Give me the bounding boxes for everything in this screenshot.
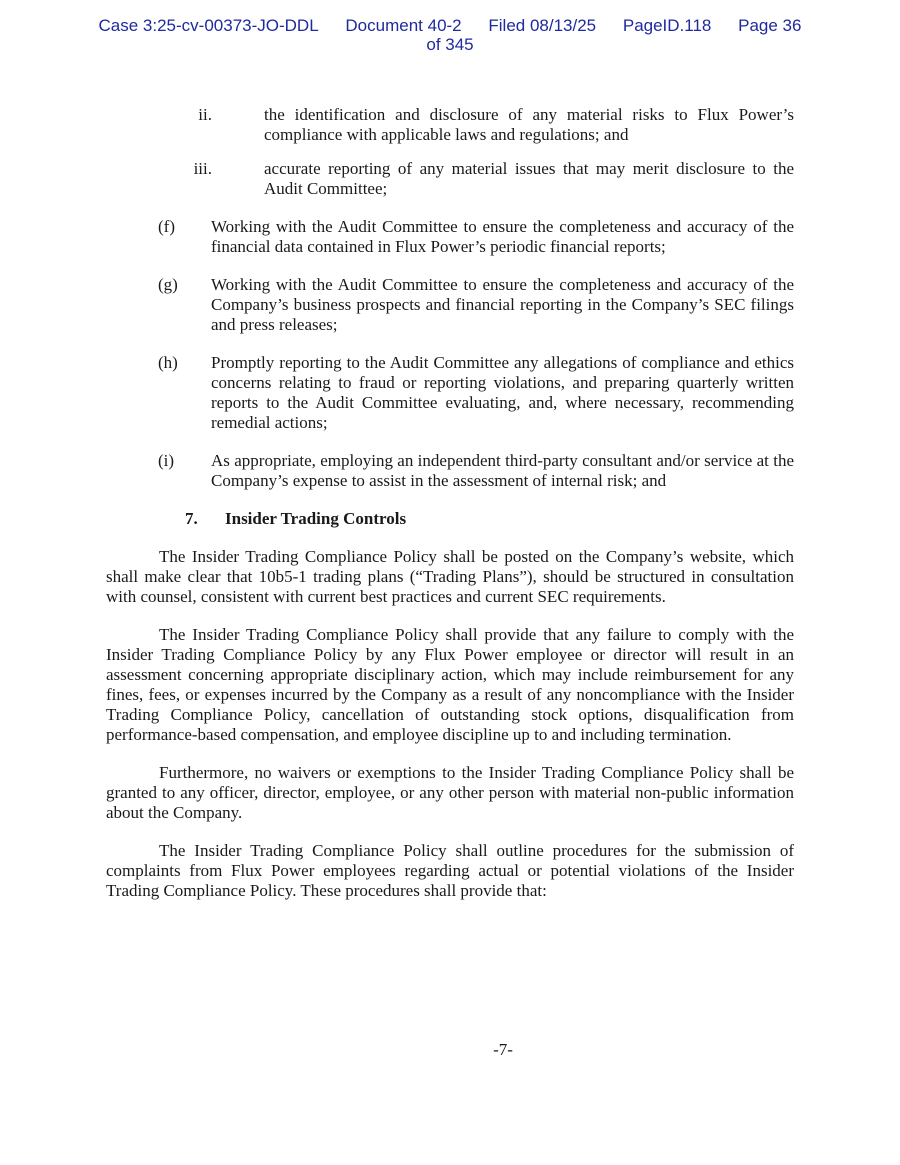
- section-title: Insider Trading Controls: [225, 509, 407, 528]
- document-number: Document 40-2: [345, 16, 462, 35]
- document-body: [106, 105, 794, 919]
- court-filing-header: [0, 16, 900, 54]
- section-heading: [106, 509, 794, 529]
- item-letter: (f): [158, 217, 175, 236]
- section-number: 7.: [185, 509, 198, 528]
- sub-list-item: [106, 159, 794, 199]
- paragraph: Furthermore, no waivers or exemptions to the Insider Trading Compliance Policy shall be granted to any officer, director, employee, or any other person with material non-public information about the Company.: [106, 763, 794, 822]
- page-number-footer: -7-: [493, 1040, 513, 1059]
- paragraph: The Insider Trading Compliance Policy shall outline procedures for the submission of complaints from Flux Power employees regarding actual or potential violations of the Insider Trading Compliance Policy. These procedures shall provide that:: [106, 841, 794, 900]
- list-item: [106, 353, 794, 433]
- item-text: As appropriate, employing an independent third-party consultant and/or service at the Company’s expense to assist in the assessment of internal risk; and: [211, 451, 794, 490]
- item-text: Working with the Audit Committee to ensure the completeness and accuracy of the financial data contained in Flux Power’s periodic financial reports;: [211, 217, 794, 256]
- sub-item-number: iii.: [193, 159, 212, 178]
- page-total: of 345: [426, 35, 474, 54]
- page-number-header: Page 36: [738, 16, 802, 35]
- filed-date: Filed 08/13/25: [488, 16, 597, 35]
- item-letter: (g): [158, 275, 178, 294]
- list-item: [106, 217, 794, 257]
- case-number: Case 3:25-cv-00373-JO-DDL: [98, 16, 319, 35]
- list-item: [106, 451, 794, 491]
- item-text: Promptly reporting to the Audit Committee any allegations of compliance and ethics concerns relating to fraud or reporting violations, and preparing quarterly written reports to the Audit Committee evaluating, and, where necessary, recommending remedial actions;: [211, 353, 794, 432]
- paragraph: The Insider Trading Compliance Policy shall provide that any failure to comply with the Insider Trading Compliance Policy by any Flux Power employee or director will result in an assessment concerning appropriate disciplinary action, which may include reimbursement for any fines, fees, or expenses incurred by the Company as a result of any noncompliance with the Insider Trading Compliance Policy, cancellation of outstanding stock options, disqualification from performance-based compensation, and employee discipline up to and including termination.: [106, 625, 794, 744]
- sub-item-text: accurate reporting of any material issues that may merit disclosure to the Audit Committee;: [264, 159, 794, 198]
- item-letter: (i): [158, 451, 175, 470]
- sub-item-number: ii.: [198, 105, 212, 124]
- sub-list-item: [106, 105, 794, 145]
- item-letter: (h): [158, 353, 178, 372]
- list-item: [106, 275, 794, 335]
- item-text: Working with the Audit Committee to ensure the completeness and accuracy of the Company’s business prospects and financial reporting in the Company’s SEC filings and press releases;: [211, 275, 794, 334]
- sub-item-text: the identification and disclosure of any material risks to Flux Power’s compliance with applicable laws and regulations; and: [264, 105, 794, 144]
- page-id: PageID.118: [622, 16, 712, 35]
- paragraph: The Insider Trading Compliance Policy shall be posted on the Company’s website, which shall make clear that 10b5-1 trading plans (“Trading Plans”), should be structured in consultation with counsel, consistent with current best practices and current SEC requirements.: [106, 547, 794, 606]
